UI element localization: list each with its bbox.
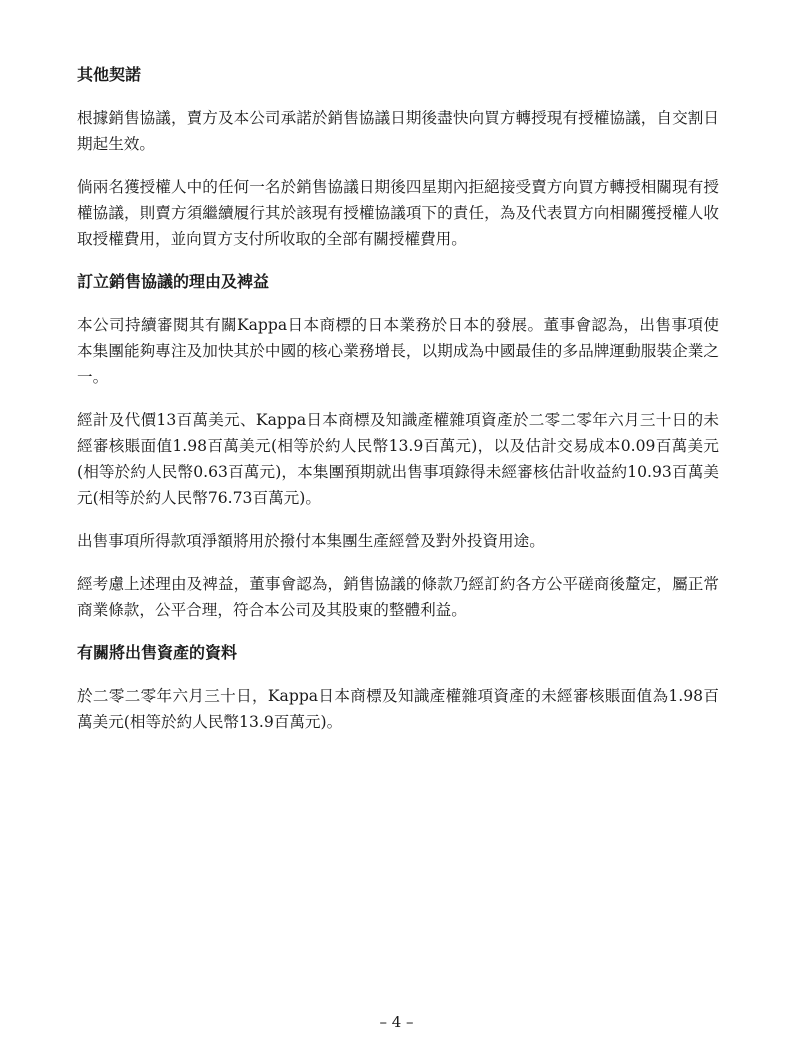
paragraph: 本公司持續審閱其有關Kappa日本商標的日本業務於日本的發展。董事會認為，出售事項使本集團能夠專注及加快其於中國的核心業務增長，以期成為中國最佳的多品牌運動服裝企業之一。 (77, 316, 719, 386)
section-other-undertakings (77, 62, 719, 252)
paragraph: 經考慮上述理由及裨益，董事會認為，銷售協議的條款乃經訂約各方公平磋商後釐定，屬正常商業條款，公平合理，符合本公司及其股東的整體利益。 (77, 575, 719, 619)
section-asset-information (77, 640, 719, 735)
paragraph: 出售事項所得款項淨額將用於撥付本集團生產經營及對外投資用途。 (77, 532, 545, 550)
paragraph: 經計及代價13百萬美元、Kappa日本商標及知識產權雜項資產於二零二零年六月三十日的未經審核賬面值1.98百萬美元(相等於約人民幣13.9百萬元)，以及估計交易成本0.09百萬美元(相等於約人民幣0.63百萬元)，本集團預期就出售事項錄得未經審核估計收益約10.93百萬美元(相等於約人民幣76.73百萬元)。 (77, 411, 719, 507)
paragraph: 根據銷售協議，賣方及本公司承諾於銷售協議日期後盡快向買方轉授現有授權協議，自交割日期起生效。 (77, 109, 719, 153)
section-heading: 有關將出售資產的資料 (77, 643, 238, 662)
page-number: – 4 – (379, 1013, 414, 1031)
paragraph: 於二零二零年六月三十日，Kappa日本商標及知識產權雜項資產的未經審核賬面值為1.98百萬美元(相等於約人民幣13.9百萬元)。 (77, 687, 719, 731)
document-body (77, 62, 719, 752)
section-heading: 訂立銷售協議的理由及裨益 (77, 272, 270, 291)
section-heading: 其他契諾 (77, 65, 142, 84)
paragraph: 倘兩名獲授權人中的任何一名於銷售協議日期後四星期內拒絕接受賣方向買方轉授相關現有授權協議，則賣方須繼續履行其於該現有授權協議項下的責任，為及代表買方向相關獲授權人收取授權費用，並向買方支付所收取的全部有關授權費用。 (77, 178, 719, 248)
section-reasons-and-benefits (77, 269, 719, 623)
